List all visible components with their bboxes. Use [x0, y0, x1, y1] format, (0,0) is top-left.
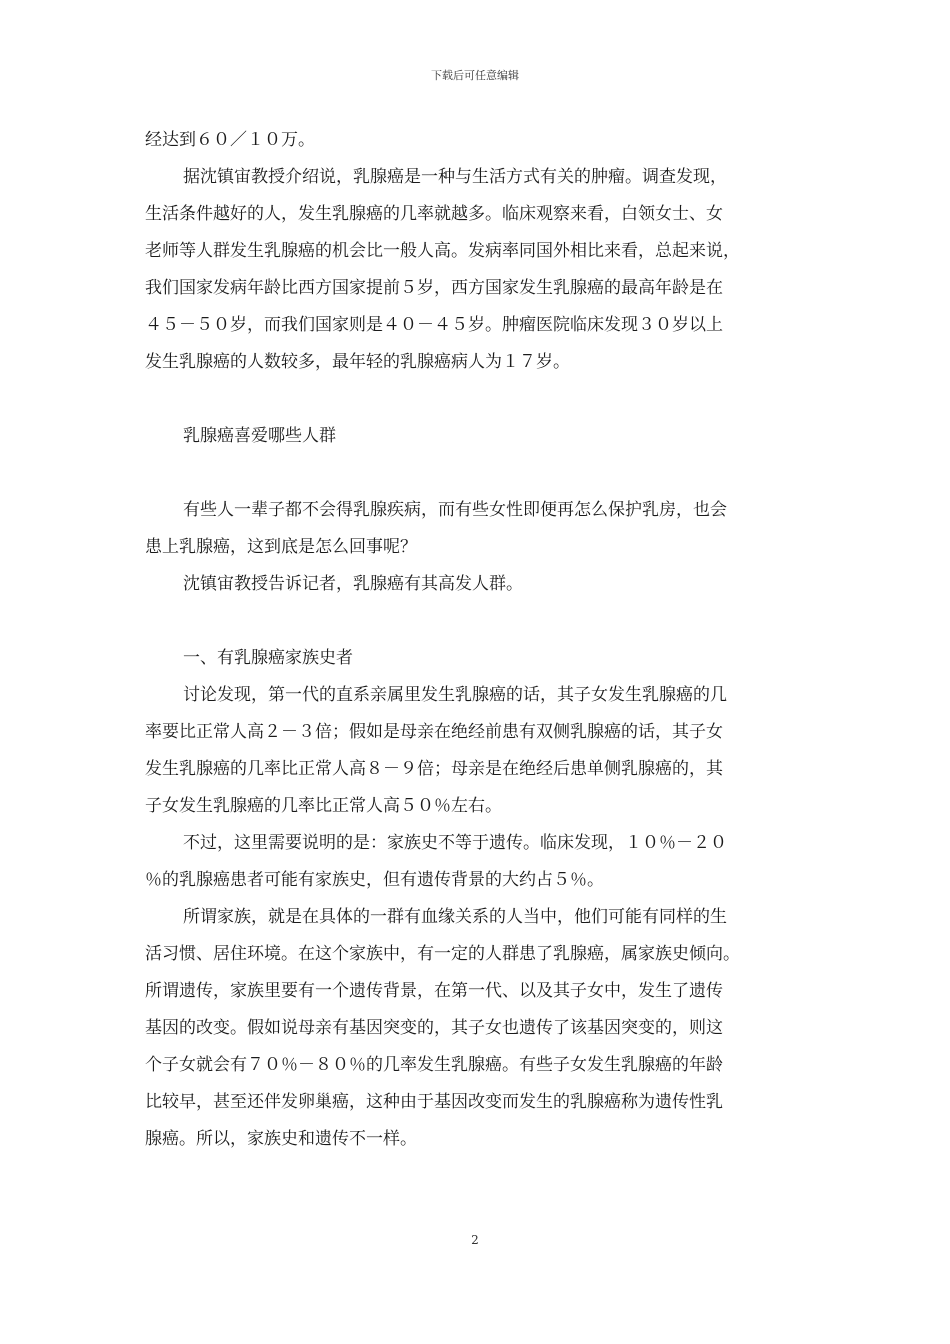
page-number: 2	[471, 1233, 479, 1247]
paragraph-line: 发生乳腺癌的几率比正常人高８－９倍；母亲是在绝经后患单侧乳腺癌的，其	[145, 759, 723, 779]
paragraph-line: 生活条件越好的人，发生乳腺癌的几率就越多。临床观察来看，白领女士、女	[145, 204, 723, 224]
section-heading: 一、有乳腺癌家族史者	[183, 648, 353, 668]
paragraph-line: 个子女就会有７０％－８０％的几率发生乳腺癌。有些子女发生乳腺癌的年龄	[145, 1055, 723, 1075]
paragraph-line: 经达到６０／１０万。	[145, 130, 315, 150]
paragraph-line: 所谓家族，就是在具体的一群有血缘关系的人当中，他们可能有同样的生	[183, 907, 727, 927]
paragraph-line: 子女发生乳腺癌的几率比正常人高５０％左右。	[145, 796, 502, 816]
paragraph-line: 不过，这里需要说明的是：家族史不等于遗传。临床发现，１０％－２０	[183, 833, 727, 853]
paragraph-line: 率要比正常人高２－３倍；假如是母亲在绝经前患有双侧乳腺癌的话，其子女	[145, 722, 723, 742]
paragraph-line: 据沈镇宙教授介绍说，乳腺癌是一种与生活方式有关的肿瘤。调查发现，	[183, 167, 727, 187]
paragraph-line: 腺癌。所以，家族史和遗传不一样。	[145, 1129, 417, 1149]
blank-line	[145, 455, 810, 492]
paragraph-line: ％的乳腺癌患者可能有家族史，但有遗传背景的大约占５％。	[145, 870, 604, 890]
paragraph-line: 比较早，甚至还伴发卵巢癌，这种由于基因改变而发生的乳腺癌称为遗传性乳	[145, 1092, 723, 1112]
paragraph-line: 发生乳腺癌的人数较多，最年轻的乳腺癌病人为１７岁。	[145, 352, 570, 372]
paragraph-line: 沈镇宙教授告诉记者，乳腺癌有其高发人群。	[183, 574, 523, 594]
paragraph-line: 活习惯、居住环境。在这个家族中，有一定的人群患了乳腺癌，属家族史倾向。	[145, 944, 740, 964]
paragraph-line: 我们国家发病年龄比西方国家提前５岁，西方国家发生乳腺癌的最高年龄是在	[145, 278, 723, 298]
paragraph-line: 患上乳腺癌，这到底是怎么回事呢？	[145, 537, 417, 557]
page-header: 下载后可任意编辑	[431, 69, 519, 82]
paragraph-line: 有些人一辈子都不会得乳腺疾病，而有些女性即便再怎么保护乳房，也会	[183, 500, 727, 520]
paragraph-line: 讨论发现，第一代的直系亲属里发生乳腺癌的话，其子女发生乳腺癌的几	[183, 685, 727, 705]
paragraph-line: 老师等人群发生乳腺癌的机会比一般人高。发病率同国外相比来看，总起来说，	[145, 241, 740, 261]
paragraph-line: ４５－５０岁，而我们国家则是４０－４５岁。肿瘤医院临床发现３０岁以上	[145, 315, 723, 335]
document-body	[145, 122, 810, 1158]
section-heading: 乳腺癌喜爱哪些人群	[183, 426, 336, 446]
blank-line	[145, 603, 810, 640]
paragraph-line: 基因的改变。假如说母亲有基因突变的，其子女也遗传了该基因突变的，则这	[145, 1018, 723, 1038]
paragraph-line: 所谓遗传，家族里要有一个遗传背景，在第一代、以及其子女中，发生了遗传	[145, 981, 723, 1001]
blank-line	[145, 381, 810, 418]
